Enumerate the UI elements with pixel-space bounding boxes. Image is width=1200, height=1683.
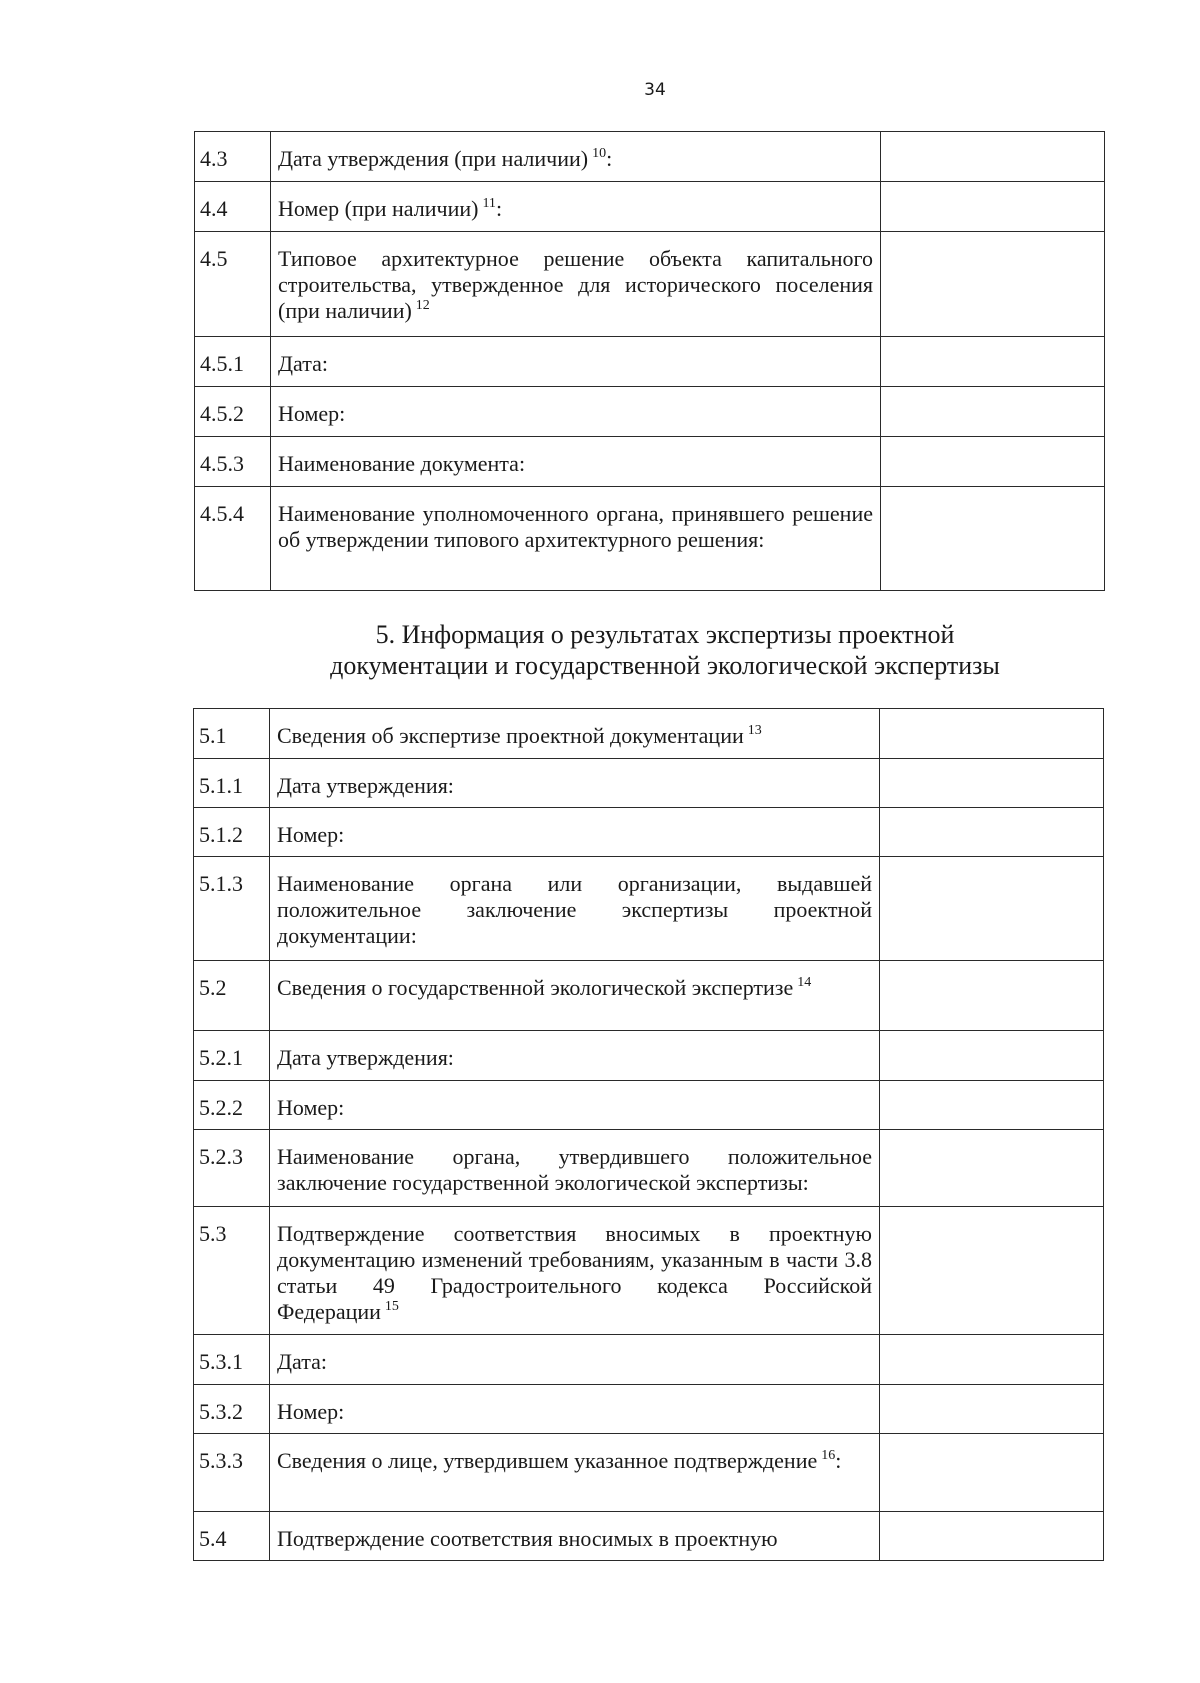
table-row — [195, 337, 1105, 387]
row-value-cell[interactable] — [880, 1512, 1104, 1561]
row-label-text: Номер: — [277, 1399, 345, 1424]
row-label — [270, 759, 880, 808]
row-number: 5.1.1 — [194, 759, 270, 808]
table-row — [194, 759, 1104, 808]
table-row — [194, 808, 1104, 857]
row-label — [270, 1434, 880, 1512]
row-number: 4.5.3 — [195, 437, 271, 487]
row-label — [270, 1385, 880, 1434]
row-value-cell[interactable] — [880, 857, 1104, 961]
row-value-cell[interactable] — [881, 182, 1105, 232]
table-row — [194, 1335, 1104, 1385]
row-number: 5.3.1 — [194, 1335, 270, 1385]
section-heading: 5. Информация о результатах экспертизы проектной документации и государственной экологической экспертизы — [330, 620, 1000, 680]
row-value-cell[interactable] — [880, 808, 1104, 857]
footnote-ref: 12 — [415, 298, 430, 313]
row-value-cell[interactable] — [880, 1207, 1104, 1335]
row-label-text: Наименование документа: — [278, 451, 526, 476]
row-label-text: Дата утверждения: — [277, 1045, 454, 1070]
table-row — [194, 1434, 1104, 1512]
row-label-text: Подтверждение соответствия вносимых в проектную документацию изменений требованиям, указанным в части 3.8 статьи 49 Градостроительного кодекса Российской Федерации — [277, 1221, 872, 1324]
row-number: 4.5 — [195, 232, 271, 337]
table-row — [194, 1031, 1104, 1081]
row-label — [270, 709, 880, 759]
row-value-cell[interactable] — [880, 1335, 1104, 1385]
row-value-cell[interactable] — [880, 1031, 1104, 1081]
table-row — [195, 487, 1105, 591]
row-number: 4.5.4 — [195, 487, 271, 591]
row-label-text: Наименование уполномоченного органа, принявшего решение об утверждении типового архитектурного решения: — [278, 501, 873, 552]
table-row — [194, 1130, 1104, 1207]
row-label — [270, 961, 880, 1031]
row-label — [270, 1031, 880, 1081]
row-label-text: Номер: — [278, 401, 346, 426]
form-table-section-4 — [194, 131, 1105, 591]
row-number: 5.2.3 — [194, 1130, 270, 1207]
row-label — [270, 857, 880, 961]
row-value-cell[interactable] — [881, 487, 1105, 591]
row-value-cell[interactable] — [880, 709, 1104, 759]
row-label-suffix: : — [835, 1448, 842, 1473]
row-label — [271, 437, 881, 487]
row-label-text: Подтверждение соответствия вносимых в проектную — [277, 1526, 778, 1551]
row-label — [270, 1130, 880, 1207]
row-value-cell[interactable] — [880, 961, 1104, 1031]
table-row — [194, 1081, 1104, 1130]
footnote-ref: 10 — [592, 146, 607, 161]
row-label-text: Номер (при наличии) — [278, 196, 479, 221]
row-label — [270, 1207, 880, 1335]
row-label-text: Номер: — [277, 822, 345, 847]
row-number: 5.3.2 — [194, 1385, 270, 1434]
row-label — [270, 1512, 880, 1561]
row-value-cell[interactable] — [881, 437, 1105, 487]
table-row — [194, 1385, 1104, 1434]
table-row — [194, 961, 1104, 1031]
table-row — [194, 857, 1104, 961]
row-number: 5.1.3 — [194, 857, 270, 961]
row-label-text: Номер: — [277, 1095, 345, 1120]
row-label-text: Дата: — [277, 1349, 327, 1374]
row-label — [270, 808, 880, 857]
table-row — [194, 1207, 1104, 1335]
table-row — [195, 182, 1105, 232]
footnote-ref: 13 — [747, 723, 762, 738]
row-number: 5.3 — [194, 1207, 270, 1335]
row-label — [270, 1081, 880, 1130]
row-label-text: Сведения о государственной экологической экспертизе — [277, 975, 794, 1000]
row-value-cell[interactable] — [880, 1385, 1104, 1434]
table-row — [194, 1512, 1104, 1561]
row-label — [271, 337, 881, 387]
footnote-ref: 11 — [482, 196, 496, 211]
row-value-cell[interactable] — [880, 1130, 1104, 1207]
row-label — [271, 182, 881, 232]
row-number: 5.2 — [194, 961, 270, 1031]
row-label — [270, 1335, 880, 1385]
row-value-cell[interactable] — [880, 1081, 1104, 1130]
row-number: 5.2.2 — [194, 1081, 270, 1130]
page-number: 34 — [644, 80, 666, 100]
table-row — [195, 437, 1105, 487]
row-value-cell[interactable] — [880, 759, 1104, 808]
row-label-text: Наименование органа, утвердившего положительное заключение государственной экологической экспертизы: — [277, 1144, 872, 1195]
row-label — [271, 487, 881, 591]
row-label-suffix: : — [495, 196, 503, 221]
row-value-cell[interactable] — [881, 387, 1105, 437]
row-number: 5.1 — [194, 709, 270, 759]
row-number: 5.4 — [194, 1512, 270, 1561]
row-number: 5.3.3 — [194, 1434, 270, 1512]
row-value-cell[interactable] — [881, 337, 1105, 387]
row-number: 4.5.2 — [195, 387, 271, 437]
row-number: 4.3 — [195, 132, 271, 182]
row-label-text: Наименование органа или организации, выдавшей положительное заключение экспертизы проектной документации: — [277, 871, 872, 948]
row-label — [271, 387, 881, 437]
row-value-cell[interactable] — [881, 132, 1105, 182]
row-label-text: Дата утверждения (при наличии) — [278, 146, 589, 171]
row-label-text: Сведения об экспертизе проектной документации — [277, 723, 744, 748]
row-label-text: Типовое архитектурное решение объекта капитального строительства, утвержденное для исторического поселения (при наличии) — [278, 246, 873, 323]
table-row — [195, 387, 1105, 437]
table-row — [195, 232, 1105, 337]
footnote-ref: 14 — [797, 975, 812, 990]
footnote-ref: 15 — [384, 1299, 399, 1314]
row-value-cell[interactable] — [880, 1434, 1104, 1512]
table-row — [195, 132, 1105, 182]
row-label-text: Сведения о лице, утвердившем указанное подтверждение — [277, 1448, 818, 1473]
row-label-text: Дата: — [278, 351, 328, 376]
row-label — [271, 132, 881, 182]
row-label-text: Дата утверждения: — [277, 773, 454, 798]
row-value-cell[interactable] — [881, 232, 1105, 337]
row-number: 4.5.1 — [195, 337, 271, 387]
form-table-section-5 — [193, 708, 1104, 1561]
row-label — [271, 232, 881, 337]
row-label-suffix: : — [606, 146, 613, 171]
row-number: 5.1.2 — [194, 808, 270, 857]
footnote-ref: 16 — [821, 1448, 836, 1463]
table-row — [194, 709, 1104, 759]
row-number: 5.2.1 — [194, 1031, 270, 1081]
row-number: 4.4 — [195, 182, 271, 232]
